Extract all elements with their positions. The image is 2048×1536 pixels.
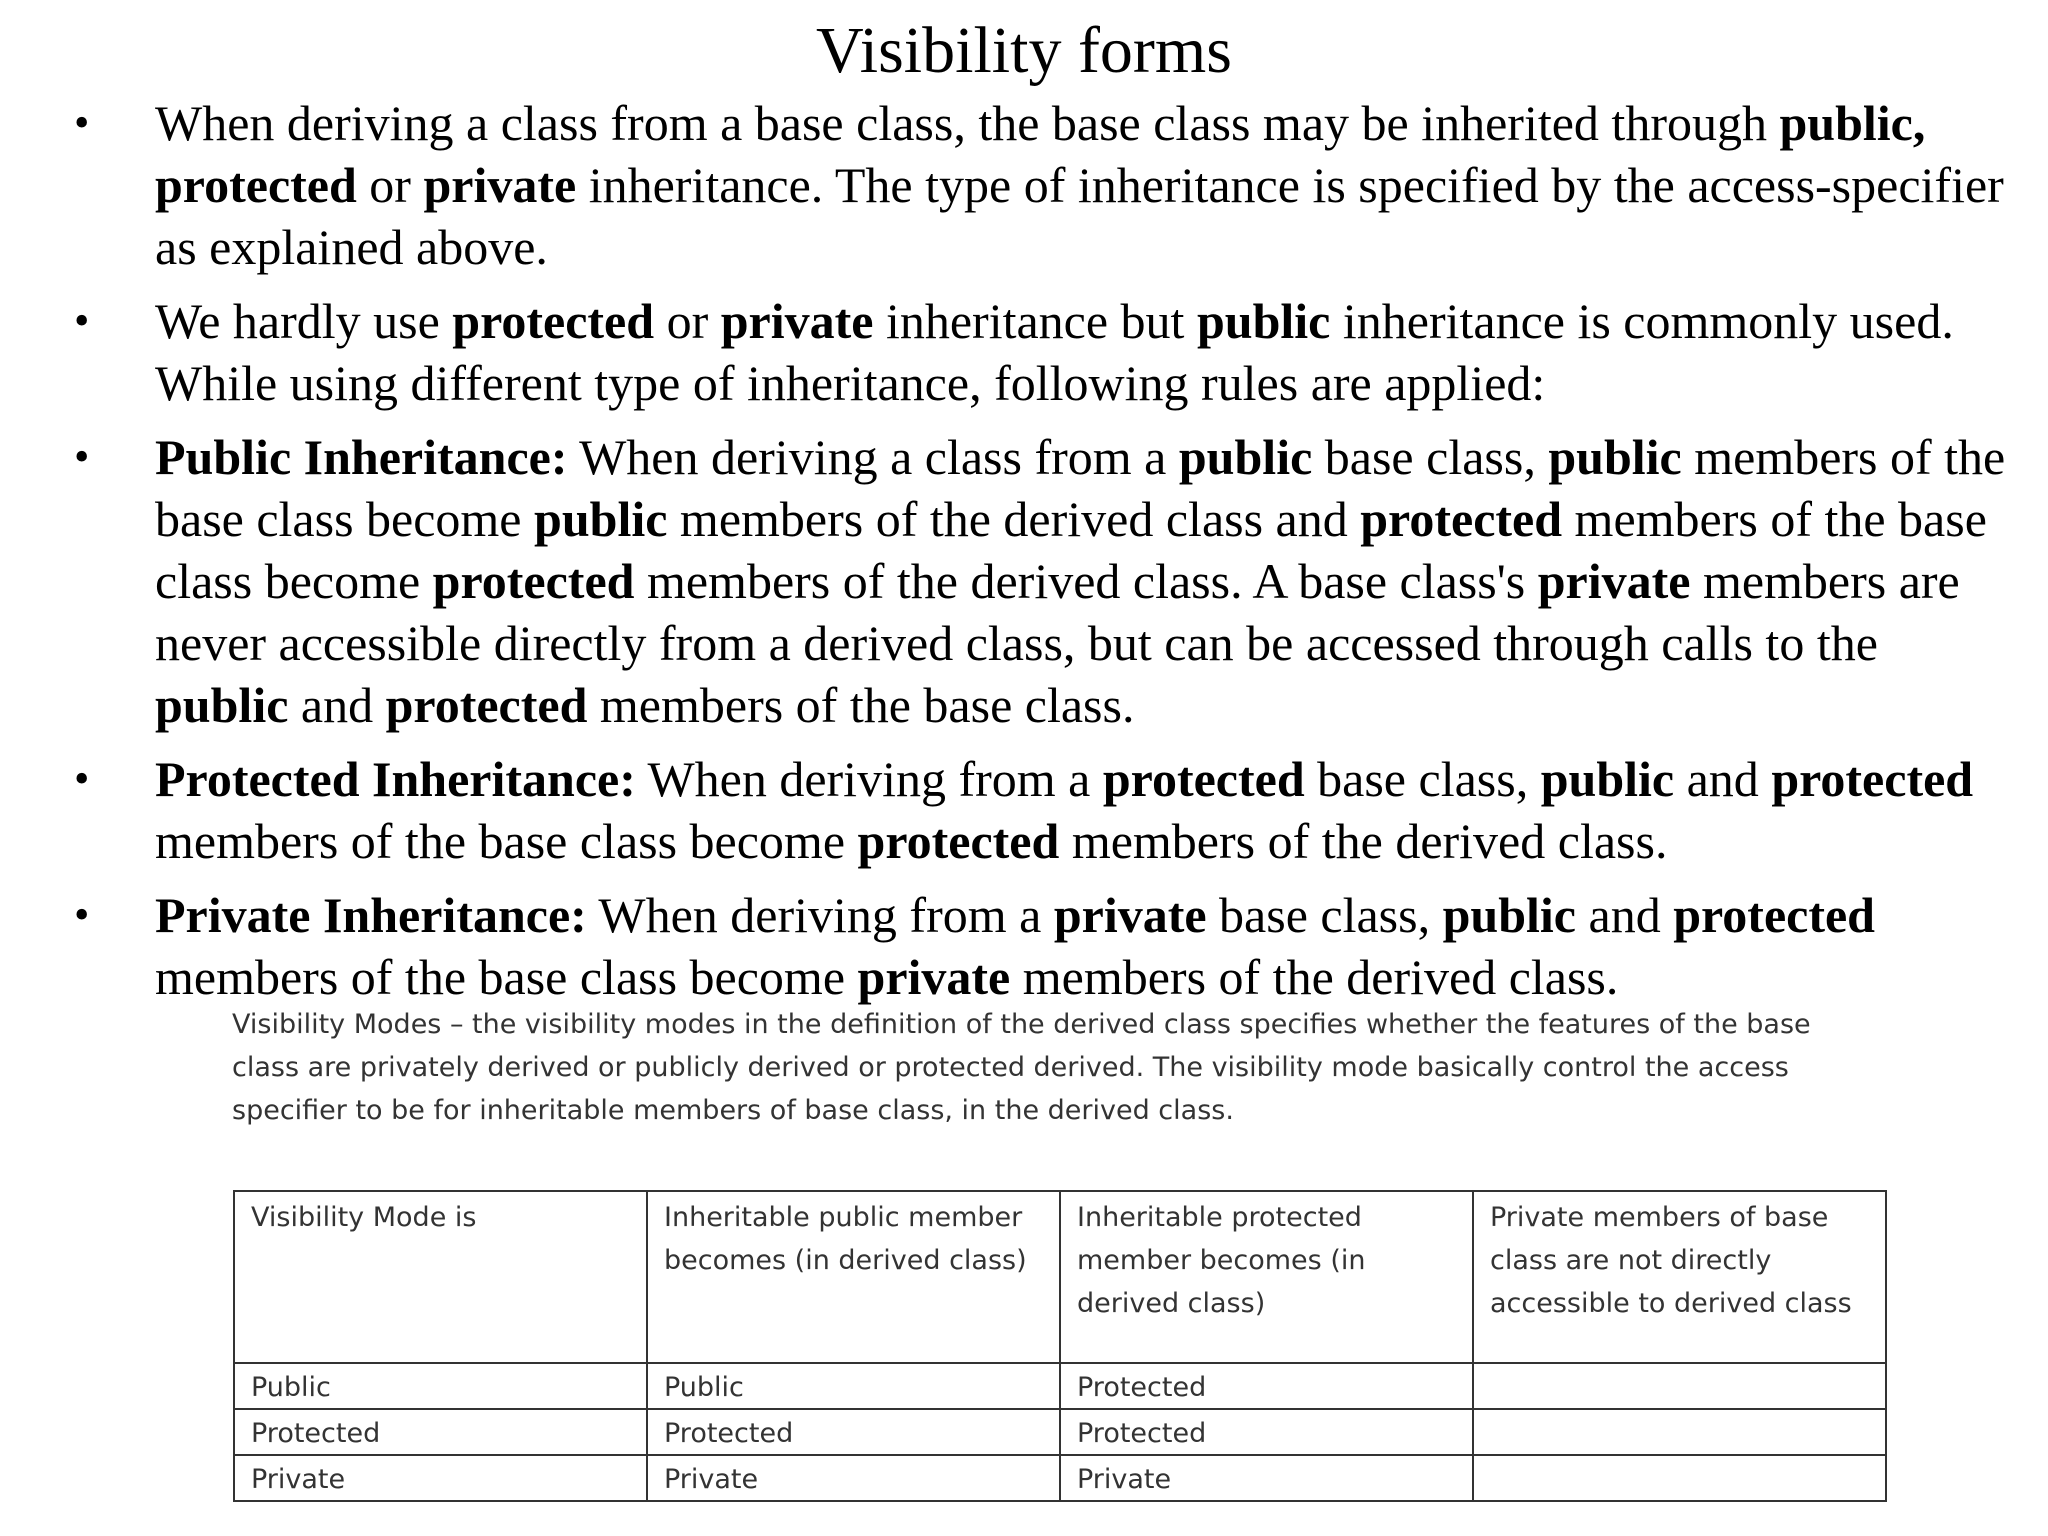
bullet-text: and: [288, 677, 386, 733]
bullet-dot-icon: •: [74, 754, 90, 803]
table-cell: Protected: [234, 1409, 647, 1455]
bold-text: public: [1196, 293, 1331, 349]
bullet-text: or: [356, 157, 424, 213]
bullet-text: members of the base class.: [587, 677, 1135, 733]
table-header-cell: Inheritable public member becomes (in derived class): [647, 1191, 1060, 1363]
bullet-item: [0, 426, 2010, 736]
bullet-text: When deriving from a: [635, 751, 1103, 807]
bullet-item: [0, 290, 2010, 414]
bullet-text: members of the base class become: [155, 949, 858, 1005]
table-cell: [1473, 1409, 1886, 1455]
bullet-text: and: [1576, 887, 1674, 943]
table-header-cell: Private members of base class are not directly accessible to derived class: [1473, 1191, 1886, 1363]
table-cell: [1473, 1363, 1886, 1409]
bullet-text: or: [654, 293, 721, 349]
bullet-text: members of the derived class. A base class's: [634, 553, 1538, 609]
bullet-text: members of the base class become: [155, 813, 858, 869]
bullet-text: members of the base class become: [155, 491, 1987, 609]
table-cell: Protected: [1060, 1363, 1473, 1409]
bullet-text: members of the derived class.: [1010, 949, 1619, 1005]
bold-text: private: [720, 293, 874, 349]
bold-text: protected: [1673, 887, 1875, 943]
bullet-text: members of the derived class and: [667, 491, 1361, 547]
table-cell: Public: [647, 1363, 1060, 1409]
table-cell: Public: [234, 1363, 647, 1409]
table-row: [234, 1455, 1886, 1501]
table-cell: Protected: [647, 1409, 1060, 1455]
bullet-text: members of the derived class.: [1059, 813, 1668, 869]
bullet-text: inheritance. The type of inheritance is specified by the access-specifier as explained above.: [155, 157, 2004, 275]
table-cell: [1473, 1455, 1886, 1501]
bullet-text: base class,: [1312, 429, 1549, 485]
bullet-item: [0, 884, 2010, 1008]
bold-text: protected: [452, 293, 655, 349]
bold-text: private: [1537, 553, 1691, 609]
table-header-cell: Inheritable protected member becomes (in derived class): [1060, 1191, 1473, 1363]
bullet-dot-icon: •: [74, 296, 90, 345]
table-header-row: [234, 1191, 1886, 1363]
bold-text: public, protected: [155, 95, 1926, 213]
bullet-text: inheritance but: [873, 293, 1197, 349]
bold-text: public: [1442, 887, 1576, 943]
bold-text: public: [155, 677, 289, 733]
table-header-cell: Visibility Mode is: [234, 1191, 647, 1363]
bold-text: protected: [432, 553, 635, 609]
bullet-item: [0, 748, 2010, 872]
bullet-text: When deriving a class from a base class, the base class may be inherited through: [155, 95, 1780, 151]
bold-text: protected: [1102, 751, 1305, 807]
bold-text: public: [1548, 429, 1682, 485]
bullet-dot-icon: •: [74, 890, 90, 939]
table-cell: Protected: [1060, 1409, 1473, 1455]
table-row: [234, 1363, 1886, 1409]
bullet-text: base class,: [1206, 887, 1443, 943]
bold-text: public: [1540, 751, 1675, 807]
bold-text: Protected Inheritance:: [155, 751, 636, 807]
bullet-text: and: [1674, 751, 1772, 807]
bold-text: private: [857, 949, 1011, 1005]
table-cell: Private: [647, 1455, 1060, 1501]
bold-text: private: [1053, 887, 1207, 943]
bold-text: Public Inheritance:: [155, 429, 568, 485]
bold-text: public: [534, 491, 668, 547]
bullet-list: [0, 92, 2048, 1020]
bold-text: Private Inheritance:: [155, 887, 587, 943]
bullet-item: [0, 92, 2010, 278]
bold-text: protected: [1360, 491, 1563, 547]
bullet-text: When deriving a class from a: [567, 429, 1179, 485]
page-title: Visibility forms: [816, 14, 1232, 87]
table-row: [234, 1409, 1886, 1455]
bold-text: protected: [857, 813, 1060, 869]
bullet-text: inheritance is commonly used. While using different type of inheritance, following rules are applied:: [155, 293, 1954, 411]
table-cell: Private: [1060, 1455, 1473, 1501]
bullet-text: base class,: [1304, 751, 1541, 807]
bullet-text: When deriving from a: [586, 887, 1054, 943]
visibility-modes-paragraph: Visibility Modes – the visibility modes in the definition of the derived class specifies whether the features of the base class are privately derived or publicly derived or protected derived. The visibility mode basically control the access specifier to be for inheritable members of base class, in the derived class.: [232, 1009, 1811, 1126]
table-cell: Private: [234, 1455, 647, 1501]
visibility-table: [233, 1190, 1887, 1502]
bold-text: protected: [385, 677, 588, 733]
bullet-text: members are never accessible directly from a derived class, but can be accessed through calls to the: [155, 553, 1960, 671]
bold-text: public: [1178, 429, 1313, 485]
bold-text: private: [423, 157, 577, 213]
bold-text: protected: [1771, 751, 1974, 807]
embedded-image: [232, 1003, 1892, 1132]
bullet-text: We hardly use: [155, 293, 453, 349]
bullet-dot-icon: •: [74, 432, 90, 481]
bullet-text: members of the base class become: [155, 429, 2006, 547]
bullet-dot-icon: •: [74, 98, 90, 147]
